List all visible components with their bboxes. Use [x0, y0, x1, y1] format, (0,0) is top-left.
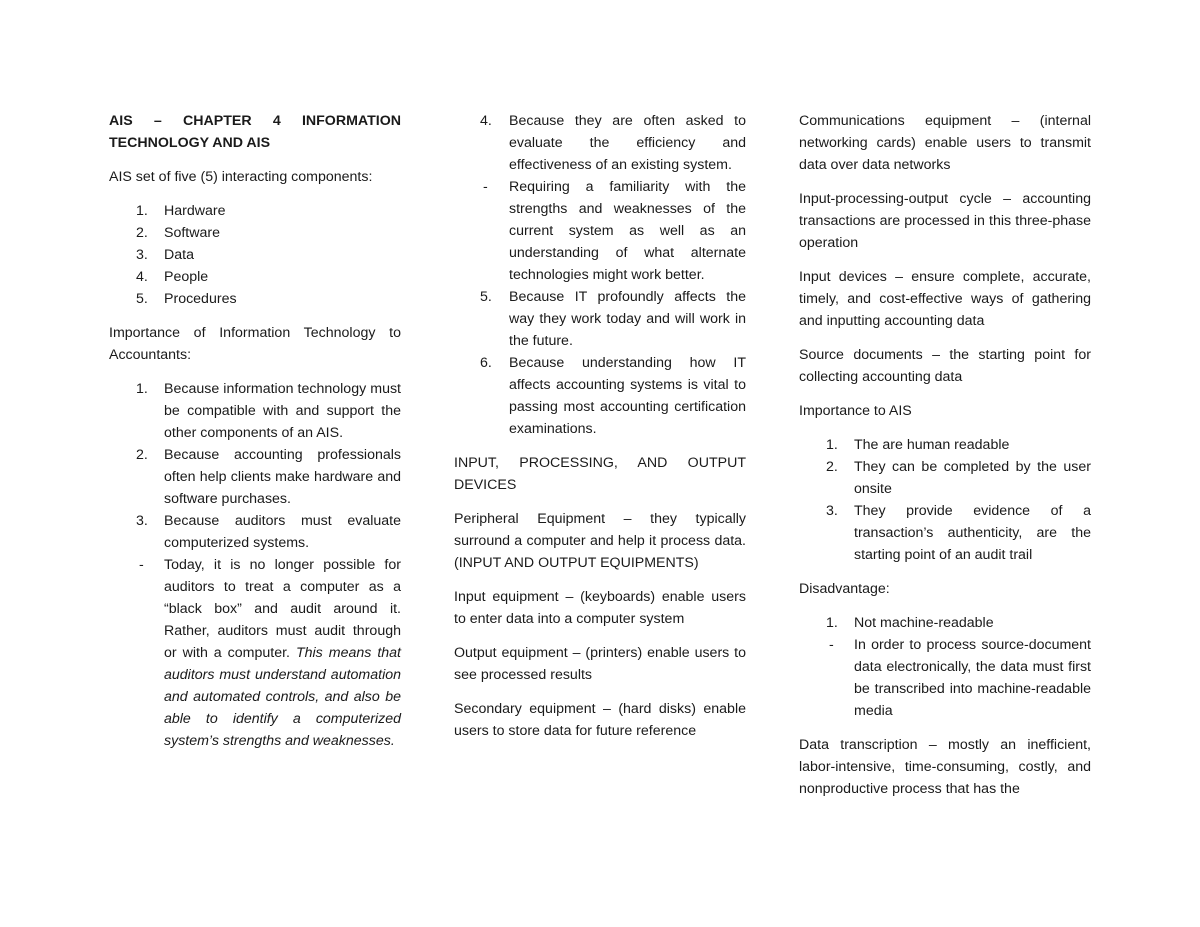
secondary-equipment-paragraph: Secondary equipment – (hard disks) enable users to store data for future reference [454, 701, 746, 739]
source-documents-paragraph: Source documents – the starting point for collecting accounting data [799, 347, 1091, 385]
list-number: 3. [136, 513, 148, 529]
list-number: 4. [480, 113, 492, 129]
dash-marker: - [139, 557, 144, 573]
list-number: 2. [136, 225, 148, 241]
list-number: 1. [826, 615, 838, 631]
list-number: 1. [136, 381, 148, 397]
list-item-text: Not machine-readable [854, 615, 994, 631]
components-list [109, 200, 401, 310]
title-word: AIS [109, 113, 133, 129]
column-1 [109, 110, 401, 752]
input-equipment-paragraph: Input equipment – (keyboards) enable users to enter data into a computer system [454, 589, 746, 627]
list-item-text: They can be completed by the user onsite [854, 459, 1091, 497]
column-2 [454, 110, 746, 754]
dash-marker: - [483, 179, 488, 195]
list-number: 4. [136, 269, 148, 285]
disadvantage-list [799, 612, 1091, 722]
list-item [799, 434, 1091, 456]
importance-heading: Importance of Information Technology to Accountants: [109, 325, 401, 363]
list-item-text: Software [164, 225, 220, 241]
list-item-text: Because auditors must evaluate computerized systems. [164, 513, 401, 551]
title-word: INFORMATION [301, 113, 401, 129]
list-item-text: The are human readable [854, 437, 1010, 453]
list-item [799, 612, 1091, 634]
disadvantage-heading: Disadvantage: [799, 581, 890, 597]
dash-list-item [799, 634, 1091, 722]
list-item [109, 378, 401, 444]
dash-list-item [109, 554, 401, 752]
input-devices-paragraph: Input devices – ensure complete, accurate, timely, and cost-effective ways of gathering and inputting accounting data [799, 269, 1091, 329]
list-number: 1. [826, 437, 838, 453]
list-item [109, 510, 401, 554]
chapter-title-line1 [109, 110, 401, 132]
list-number: 2. [826, 459, 838, 475]
dash-list-item [454, 176, 746, 286]
ais-points-list [799, 434, 1091, 566]
list-item [109, 288, 401, 310]
list-item [109, 244, 401, 266]
list-item [109, 266, 401, 288]
list-item-text: They provide evidence of a transaction’s authenticity, are the starting point of an audit trail [854, 503, 1091, 563]
peripheral-paragraph: Peripheral Equipment – they typically surround a computer and help it process data. (INPUT AND OUTPUT EQUIPMENTS) [454, 511, 746, 571]
list-item-text: Data [164, 247, 194, 263]
list-number: 3. [136, 247, 148, 263]
list-item-text: Because IT profoundly affects the way they work today and will work in the future. [509, 289, 746, 349]
list-item [454, 286, 746, 352]
list-item [109, 444, 401, 510]
title-word: CHAPTER [183, 113, 252, 129]
list-number: 6. [480, 355, 492, 371]
list-item-text: Because information technology must be compatible with and support the other components of an AIS. [164, 381, 401, 441]
list-item-text: In order to process source-document data electronically, the data must first be transcribed into machine-readable media [854, 637, 1091, 719]
list-item [799, 456, 1091, 500]
italic-note: This means that auditors must understand automation and automated controls, and also be able to identify a computerized system’s strengths and weaknesses. [164, 645, 401, 749]
list-number: 3. [826, 503, 838, 519]
column-3 [799, 110, 1091, 812]
list-number: 5. [480, 289, 492, 305]
list-item-text: Because they are often asked to evaluate the efficiency and effectiveness of an existing system. [509, 113, 746, 173]
list-item-text: Hardware [164, 203, 226, 219]
list-number: 2. [136, 447, 148, 463]
ipo-cycle-paragraph: Input-processing-output cycle – accounting transactions are processed in this three-phase operation [799, 191, 1091, 251]
components-intro: AIS set of five (5) interacting components: [109, 169, 373, 185]
output-equipment-paragraph: Output equipment – (printers) enable users to see processed results [454, 645, 746, 683]
list-item [454, 110, 746, 176]
importance-ais-heading: Importance to AIS [799, 403, 912, 419]
communications-paragraph: Communications equipment – (internal networking cards) enable users to transmit data over data networks [799, 113, 1091, 173]
list-item-text: Because understanding how IT affects accounting systems is vital to passing most accounting certification examinations. [509, 355, 746, 437]
list-item [109, 200, 401, 222]
dash-marker: - [829, 637, 834, 653]
list-item [454, 352, 746, 440]
list-item-text: Because accounting professionals often help clients make hardware and software purchases. [164, 447, 401, 507]
list-item [109, 222, 401, 244]
title-word: – [153, 113, 162, 129]
io-devices-heading: INPUT, PROCESSING, AND OUTPUT DEVICES [454, 455, 746, 493]
data-transcription-paragraph: Data transcription – mostly an inefficient, labor-intensive, time-consuming, costly, and nonproductive process that has the [799, 737, 1091, 797]
list-item-text: Requiring a familiarity with the strengths and weaknesses of the current system as well as an understanding of what alternate technologies might work better. [509, 179, 746, 283]
title-word: 4 [272, 113, 281, 129]
list-item-text: People [164, 269, 209, 285]
list-item-text: Procedures [164, 291, 237, 307]
reasons-list [109, 378, 401, 752]
list-number: 1. [136, 203, 148, 219]
chapter-title-line2: TECHNOLOGY AND AIS [109, 135, 271, 151]
list-item [799, 500, 1091, 566]
list-item-text: Today, it is no longer possible for auditors to treat a computer as a “black box” and audit around it. Rather, auditors must audit through or with a computer. [164, 557, 401, 661]
list-number: 5. [136, 291, 148, 307]
reasons-list-continued [454, 110, 746, 440]
